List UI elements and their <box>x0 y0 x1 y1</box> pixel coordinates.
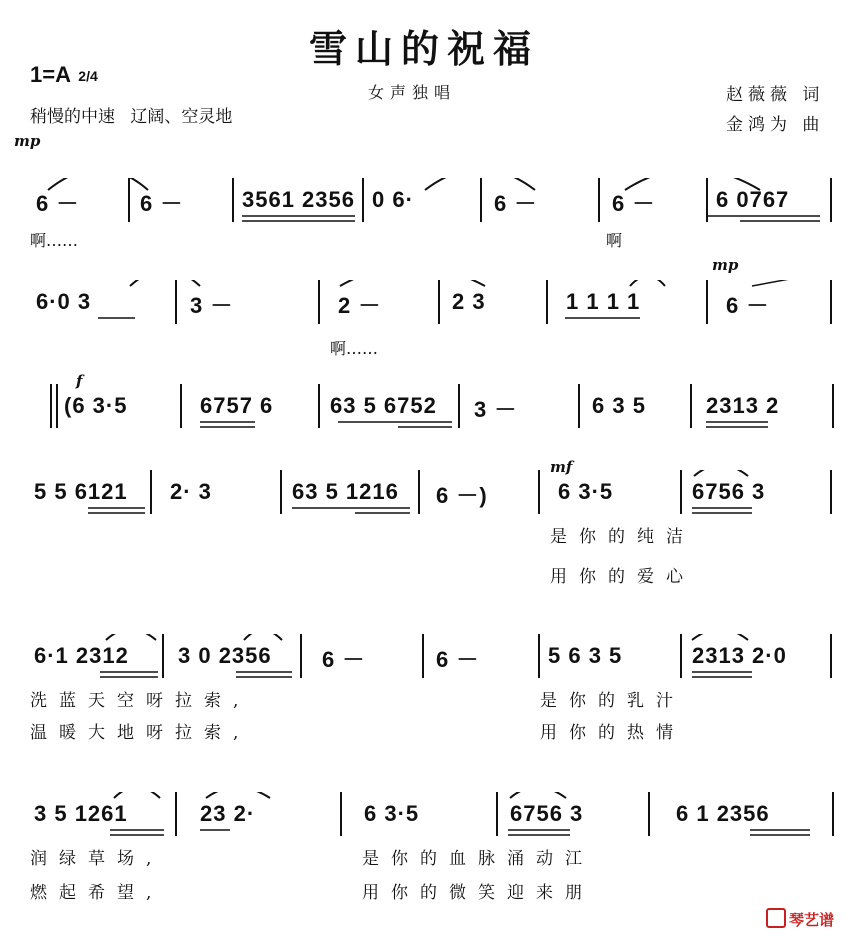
measure-6-2: 23 2· <box>200 801 256 826</box>
watermark-logo <box>766 908 834 930</box>
measure-3-2: 6757 6 <box>200 393 274 418</box>
key-signature <box>30 62 98 88</box>
staff-system-4 <box>0 470 848 587</box>
measure-3-6: 2313 2 <box>706 393 780 418</box>
measure-5-5: 5 6 3 5 <box>548 643 623 668</box>
measure-6-4: 6756 3 <box>510 801 584 826</box>
lyric-s5-v2a: 温暖大地呀拉索, <box>30 723 251 743</box>
composer-credit: 金鸿为 曲 <box>726 115 825 135</box>
staff-system-6 <box>0 792 848 903</box>
watermark-text: 琴艺谱 <box>788 911 834 929</box>
intro-lyric-1: 啊…… <box>30 231 79 250</box>
staff-system-3 <box>0 384 848 459</box>
measure-5-1: 6·1 2312 <box>34 643 129 668</box>
measure-2-4: 2 3 <box>452 289 486 314</box>
staff-system-1 <box>0 178 848 253</box>
measure-6-1: 3 5 1261 <box>34 801 128 826</box>
measure-2-2: 3 － <box>190 293 234 318</box>
measure-5-4: 6 － <box>436 647 480 672</box>
dynamic-f: f <box>76 372 83 390</box>
measure-4-5: 6 3·5 <box>558 479 614 504</box>
measure-1-1: 6 － <box>36 191 80 216</box>
measure-4-2: 2· 3 <box>170 479 212 504</box>
subtitle: 女声独唱 <box>368 83 457 102</box>
measure-1-6: 6 － <box>612 191 656 216</box>
lyricist-credit: 赵薇薇 词 <box>726 85 825 105</box>
staff-system-2 <box>0 280 848 358</box>
dynamic-mp-2: mp <box>712 256 739 274</box>
measure-1-5: 6 － <box>494 191 538 216</box>
measure-4-1: 5 5 6121 <box>34 479 128 504</box>
time-signature-value: 2/4 <box>78 67 98 84</box>
expression-text: 辽阔、空灵地 <box>130 107 233 127</box>
lyric-s5-v1a: 洗蓝天空呀拉索, <box>30 691 251 711</box>
watermark-icon <box>766 908 786 928</box>
measure-2-5: 1 1 1 1 <box>566 289 641 314</box>
measure-5-6: 2313 2·0 <box>692 643 787 668</box>
measure-3-1: (6 3·5 <box>64 393 128 418</box>
key-label: 1=A <box>30 62 71 87</box>
lyric-s6-v1b: 是你的血脉涌动江 <box>362 849 594 869</box>
measure-2-6: 6 － <box>726 293 770 318</box>
measure-1-4: 0 6· <box>372 187 414 212</box>
measure-4-6: 6756 3 <box>692 479 766 504</box>
time-signature <box>78 69 97 84</box>
intro-lyric-3: 啊…… <box>330 339 379 358</box>
measure-3-4: 3 － <box>474 397 518 422</box>
lyric-s6-v1a: 润绿草场, <box>30 849 164 869</box>
measure-4-3: 63 5 1216 <box>292 479 399 504</box>
lyric-s6-v2a: 燃起希望, <box>30 883 164 903</box>
lyric-s5-v2b: 用你的热情 <box>540 723 685 743</box>
tempo-marking <box>30 102 232 127</box>
measure-6-5: 6 1 2356 <box>676 801 770 826</box>
measure-2-1: 6·0 3 <box>36 289 92 314</box>
measure-5-3: 6 － <box>322 647 366 672</box>
lyric-s6-v2b: 用你的微笑迎来朋 <box>362 883 594 903</box>
lyric-s4-v1: 是你的纯洁 <box>550 527 695 547</box>
measure-2-3: 2 － <box>338 293 382 318</box>
measure-3-5: 6 3 5 <box>592 393 646 418</box>
dynamic-mp-1: mp <box>14 132 41 150</box>
measure-1-3: 3561 2356 <box>242 187 355 212</box>
lyric-s4-v2: 用你的爱心 <box>550 567 695 587</box>
lyric-s5-v1b: 是你的乳汁 <box>540 691 685 711</box>
dynamic-mf: mf <box>550 458 573 476</box>
measure-6-3: 6 3·5 <box>364 801 420 826</box>
measure-1-2: 6 － <box>140 191 184 216</box>
song-title: 雪山的祝福 <box>308 26 539 71</box>
staff-system-5 <box>0 634 848 743</box>
measure-3-3: 63 5 6752 <box>330 393 437 418</box>
intro-lyric-2: 啊 <box>606 231 623 250</box>
measure-4-4: 6 －) <box>436 483 488 508</box>
measure-5-2: 3 0 2356 <box>178 643 272 668</box>
tempo-text: 稍慢的中速 <box>30 107 115 127</box>
phrase-slurs-2 <box>0 280 848 355</box>
measure-1-7: 6 0767 <box>716 187 790 212</box>
